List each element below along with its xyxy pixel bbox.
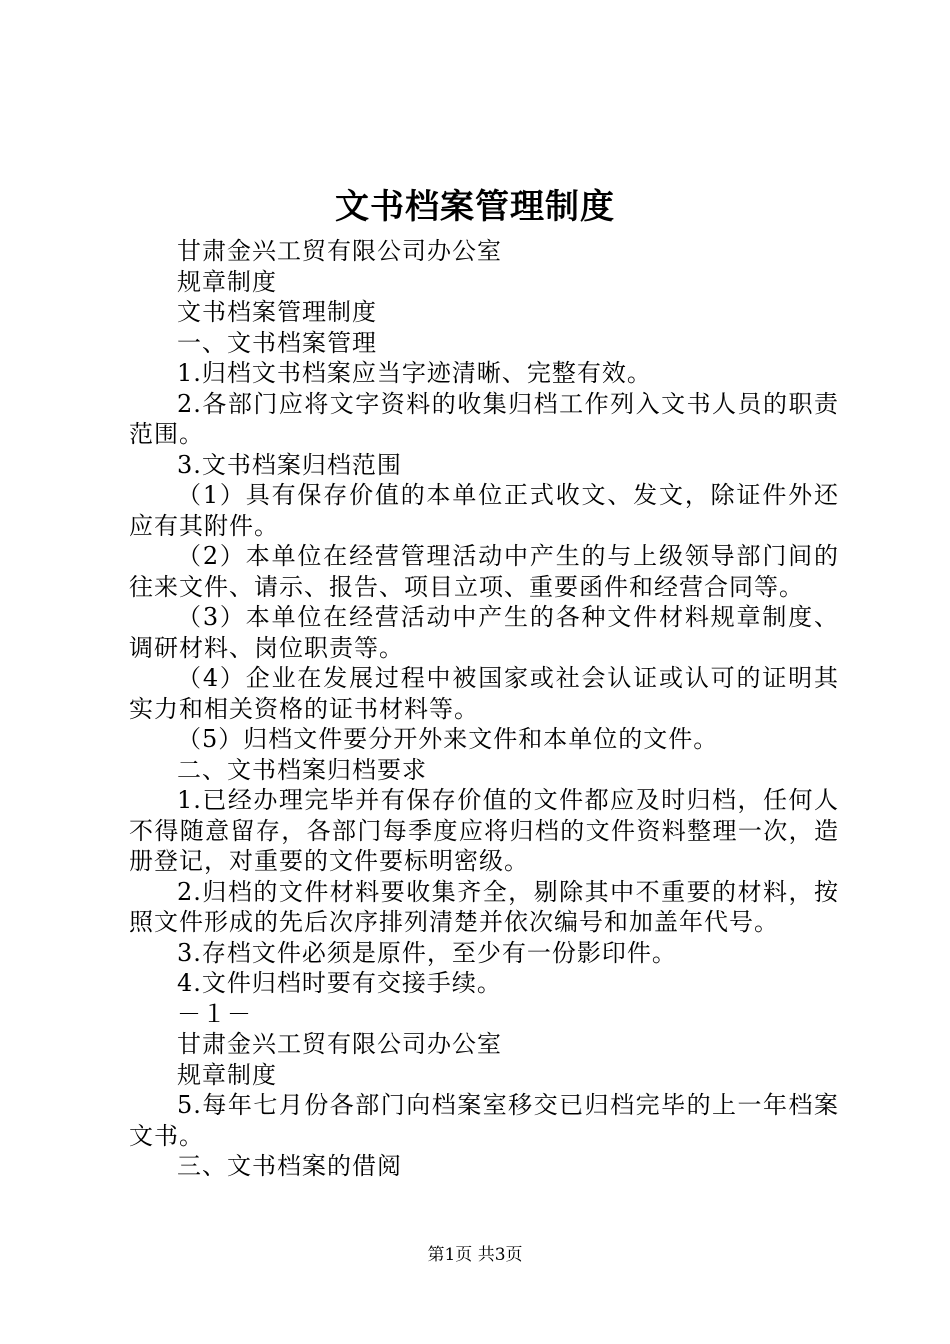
page-footer: 第1页 共3页: [427, 1245, 523, 1265]
paragraph: 5.每年七月份各部门向档案室移交已归档完毕的上一年档案文书。: [129, 1091, 839, 1150]
paragraph: 规章制度: [177, 267, 277, 296]
paragraph: 2.各部门应将文字资料的收集归档工作列入文书人员的职责范围。: [129, 389, 839, 448]
paragraph: 甘肃金兴工贸有限公司办公室: [177, 237, 502, 265]
document-title: 文书档案管理制度: [335, 187, 615, 227]
inline-page-number: －１－: [177, 999, 252, 1028]
paragraph: 1.归档文书档案应当字迹清晰、完整有效。: [177, 359, 652, 387]
paragraph: （1）具有保存价值的本单位正式收文、发文，除证件外还应有其附件。: [129, 481, 839, 540]
paragraph: 1.已经办理完毕并有保存价值的文件都应及时归档，任何人不得随意留存，各部门每季度应将归档的文件资料整理一次，造册登记，对重要的文件要标明密级。: [129, 786, 839, 875]
paragraph: 文书档案管理制度: [177, 298, 377, 326]
paragraph: 3.存档文件必须是原件，至少有一份影印件。: [177, 938, 677, 967]
paragraph: （3）本单位在经营活动中产生的各种文件材料规章制度、调研材料、岗位职责等。: [129, 603, 839, 662]
paragraph: （2）本单位在经营管理活动中产生的与上级领导部门间的往来文件、请示、报告、项目立项、重要函件和经营合同等。: [129, 542, 839, 601]
section-heading: 三、文书档案的借阅: [177, 1152, 402, 1180]
section-heading: 一、文书档案管理: [177, 328, 377, 357]
paragraph: 3.文书档案归档范围: [177, 450, 402, 479]
section-heading: 二、文书档案归档要求: [177, 755, 427, 784]
paragraph: （4）企业在发展过程中被国家或社会认证或认可的证明其实力和相关资格的证书材料等。: [129, 664, 839, 723]
paragraph: 甘肃金兴工贸有限公司办公室: [177, 1030, 502, 1058]
paragraph: 2.归档的文件材料要收集齐全，剔除其中不重要的材料，按照文件形成的先后次序排列清楚并依次编号和加盖年代号。: [129, 877, 839, 936]
paragraph: 规章制度: [177, 1060, 277, 1089]
document-body: [129, 236, 839, 1182]
paragraph: 4.文件归档时要有交接手续。: [177, 969, 502, 997]
paragraph: （5）归档文件要分开外来文件和本单位的文件。: [177, 725, 719, 753]
